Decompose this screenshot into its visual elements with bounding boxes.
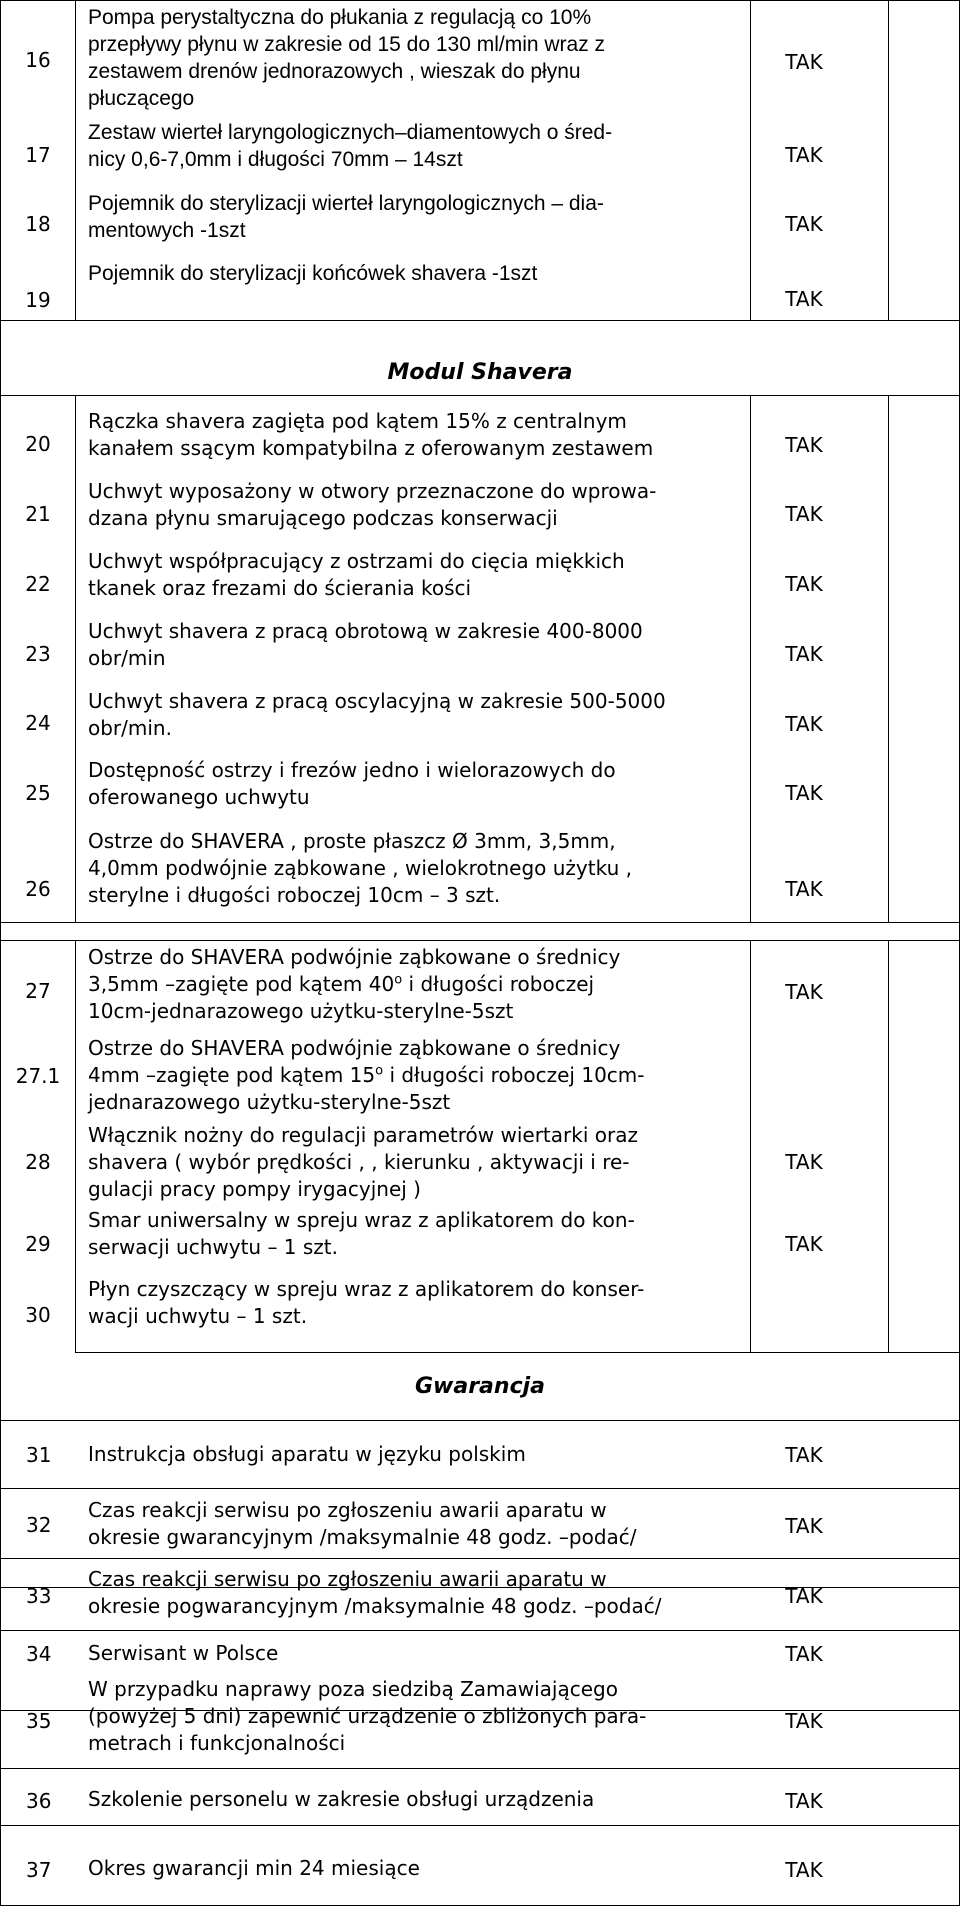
row-description: Smar uniwersalny w spreju wraz z aplikatorem do kon- serwacji uchwytu – 1 szt.: [88, 1208, 635, 1259]
table-border: [0, 922, 960, 923]
row-description: Płyn czyszczący w spreju wraz z aplikatorem do konser- wacji uchwytu – 1 szt.: [88, 1277, 645, 1328]
column-divider: [750, 395, 751, 922]
row-value: TAK: [785, 1232, 823, 1256]
row-description: Rączka shavera zagięta pod kątem 15% z centralnym kanałem ssącym kompatybilna z oferowanym zestawem: [88, 409, 654, 460]
row-number: 24: [25, 711, 51, 735]
section-title-shaver: Modul Shavera: [387, 360, 573, 385]
row-number: 26: [25, 877, 51, 901]
row-description: Uchwyt shavera z pracą obrotową w zakresie 400-8000 obr/min: [88, 619, 643, 670]
column-divider: [75, 395, 76, 922]
row-number: 18: [25, 212, 51, 236]
row-description: Czas reakcji serwisu po zgłoszeniu awarii aparatu w okresie pogwarancyjnym /maksymalnie 48 godz. –podać/: [88, 1567, 662, 1618]
row-description: Dostępność ostrzy i frezów jedno i wielorazowych do oferowanego uchwytu: [88, 758, 616, 809]
row-value: TAK: [785, 1789, 823, 1813]
row-number: 22: [25, 572, 51, 596]
row-number: 29: [25, 1232, 51, 1256]
row-divider: [0, 1768, 960, 1769]
row-number: 25: [25, 781, 51, 805]
row-description: Czas reakcji serwisu po zgłoszeniu awarii aparatu w okresie gwarancyjnym /maksymalnie 48 godz. –podać/: [88, 1498, 637, 1549]
column-divider: [888, 0, 889, 320]
row-number: 21: [25, 502, 51, 526]
row-divider: [0, 1558, 960, 1559]
row-description: Uchwyt współpracujący z ostrzami do cięcia miękkich tkanek oraz frezami do ścierania kości: [88, 549, 625, 600]
row-value: TAK: [785, 1514, 823, 1538]
row-value: TAK: [785, 212, 823, 236]
row-description: Okres gwarancji min 24 miesiące: [88, 1856, 420, 1880]
table-border: [0, 0, 960, 1]
row-number: 27: [25, 979, 51, 1003]
table-border: [75, 1352, 959, 1353]
row-value: TAK: [785, 287, 823, 311]
column-divider: [888, 395, 889, 922]
row-value: TAK: [785, 143, 823, 167]
row-value: TAK: [785, 712, 823, 736]
row-divider: [0, 1630, 960, 1631]
table-border: [0, 395, 960, 396]
row-value: TAK: [785, 642, 823, 666]
row-number: 35: [26, 1709, 52, 1733]
section-title-warranty: Gwarancja: [414, 1374, 545, 1399]
row-description: Pojemnik do sterylizacji końcówek shavera -1szt: [88, 262, 538, 285]
row-number: 32: [26, 1513, 52, 1537]
row-description: Serwisant w Polsce: [88, 1641, 279, 1665]
row-value: TAK: [785, 1858, 823, 1882]
table-border: [0, 940, 960, 941]
row-description: Pompa perystaltyczna do płukania z regulacją co 10% przepływy płynu w zakresie od 15 do 130 ml/min wraz z zestawem drenów jednorazowych , wieszak do płynu płuczącego: [88, 6, 606, 110]
row-value: TAK: [785, 781, 823, 805]
column-divider: [750, 0, 751, 320]
row-description: Ostrze do SHAVERA , proste płaszcz Ø 3mm, 3,5mm, 4,0mm podwójnie ząbkowane , wielokrotnego użytku , sterylne i długości roboczej 10cm – 3 szt.: [88, 829, 632, 907]
row-number: 30: [25, 1303, 51, 1327]
table-border: [0, 1420, 960, 1421]
row-value: TAK: [785, 433, 823, 457]
table-border: [0, 0, 1, 1906]
row-value: TAK: [785, 1642, 823, 1666]
row-description: Zestaw wierteł laryngologicznych–diamentowych o śred- nicy 0,6-7,0mm i długości 70mm – 14szt: [88, 121, 613, 171]
row-description: Uchwyt wyposażony w otwory przeznaczone do wprowa- dzana płynu smarującego podczas konserwacji: [88, 479, 657, 530]
row-number: 27.1: [15, 1064, 61, 1088]
row-number: 36: [26, 1789, 52, 1813]
row-number: 33: [26, 1584, 52, 1608]
row-value: TAK: [785, 980, 823, 1004]
row-description: Włącznik nożny do regulacji parametrów wiertarki oraz shavera ( wybór prędkości , , kierunku , aktywacji i re- gulacji pracy pompy irygacyjnej ): [88, 1123, 638, 1201]
row-value: TAK: [785, 1150, 823, 1174]
column-divider: [750, 940, 751, 1352]
column-divider: [75, 940, 76, 1352]
row-number: 23: [25, 642, 51, 666]
row-value: TAK: [785, 1443, 823, 1467]
row-value: TAK: [785, 877, 823, 901]
row-number: 31: [26, 1443, 52, 1467]
row-value: TAK: [785, 502, 823, 526]
row-description: Szkolenie personelu w zakresie obsługi urządzenia: [88, 1787, 595, 1811]
row-number: 19: [25, 288, 51, 312]
row-description: W przypadku naprawy poza siedzibą Zamawiającego (powyżej 5 dni) zapewnić urządzenie o zbliżonych para- metrach i funkcjonalności: [88, 1677, 647, 1755]
column-divider: [75, 0, 76, 320]
row-number: 28: [25, 1150, 51, 1174]
row-number: 17: [25, 143, 51, 167]
row-value: TAK: [785, 1709, 823, 1733]
row-number: 20: [25, 432, 51, 456]
row-divider: [0, 1825, 960, 1826]
row-description: Ostrze do SHAVERA podwójnie ząbkowane o średnicy 3,5mm –zagięte pod kątem 40$^o$ i długości roboczej 10cm-jednarazowego użytku-sterylne-5szt: [88, 945, 621, 1023]
table-border: [0, 320, 960, 321]
row-number: 34: [26, 1642, 52, 1666]
row-description: Ostrze do SHAVERA podwójnie ząbkowane o średnicy 4mm –zagięte pod kątem 15$^o$ i długości roboczej 10cm- jednarazowego użytku-sterylne-5szt: [88, 1036, 645, 1114]
row-number: 37: [26, 1858, 52, 1882]
row-description: Uchwyt shavera z pracą oscylacyjną w zakresie 500-5000 obr/min.: [88, 689, 666, 740]
column-divider: [888, 940, 889, 1352]
row-description: Instrukcja obsługi aparatu w języku polskim: [88, 1442, 526, 1466]
row-value: TAK: [785, 50, 823, 74]
row-number: 16: [25, 48, 51, 72]
row-divider: [0, 1488, 960, 1489]
row-value: TAK: [785, 572, 823, 596]
row-value: TAK: [785, 1584, 823, 1608]
row-description: Pojemnik do sterylizacji wierteł laryngologicznych – dia- mentowych -1szt: [88, 192, 604, 242]
